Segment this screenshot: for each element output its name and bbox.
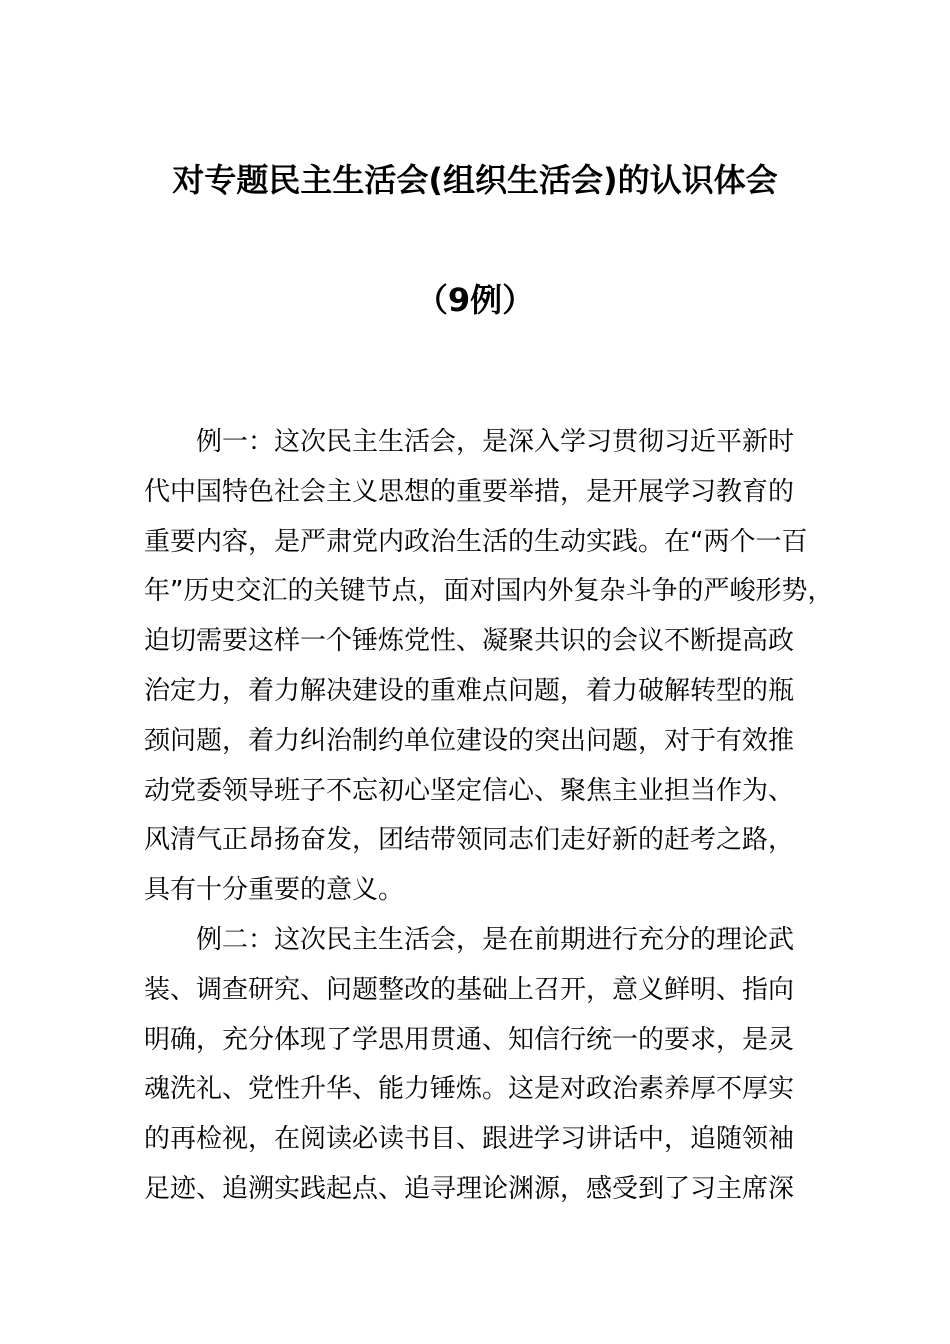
paragraph-line: 具有十分重要的意义。 — [144, 875, 405, 906]
paragraph-line: 重要内容，是严肃党内政治生活的生动实践。在“两个一百 — [144, 526, 808, 557]
paragraph-line: 代中国特色社会主义思想的重要举措，是开展学习教育的 — [144, 476, 795, 507]
paragraph-line: 足迹、追溯实践起点、追寻理论渊源，感受到了习主席深 — [144, 1173, 795, 1204]
paragraph-line: 颈问题，着力纠治制约单位建设的突出问题，对于有效推 — [144, 725, 795, 756]
paragraph-line: 年”历史交汇的关键节点，面对国内外复杂斗争的严峻形势， — [144, 576, 834, 607]
paragraph-line: 迫切需要这样一个锤炼党性、凝聚共识的会议不断提高政 — [144, 626, 795, 657]
paragraph-line: 例二：这次民主生活会，是在前期进行充分的理论武 — [196, 924, 795, 955]
paragraph-line: 动党委领导班子不忘初心坚定信心、聚焦主业担当作为、 — [144, 775, 795, 806]
paragraph-line: 风清气正昂扬奋发，团结带领同志们走好新的赶考之路， — [144, 825, 795, 856]
paragraph-line: 魂洗礼、党性升华、能力锤炼。这是对政治素养厚不厚实 — [144, 1074, 795, 1105]
document-subtitle: （9例） — [415, 281, 535, 319]
paragraph-line: 治定力，着力解决建设的重难点问题，着力破解转型的瓶 — [144, 675, 795, 706]
paragraph-line: 装、调查研究、问题整改的基础上召开，意义鲜明、指向 — [144, 974, 795, 1005]
paragraph-line: 例一：这次民主生活会，是深入学习贯彻习近平新时 — [196, 427, 795, 457]
paragraph-line: 明确，充分体现了学思用贯通、知信行统一的要求，是灵 — [144, 1024, 795, 1055]
document-title: 对专题民主生活会(组织生活会)的认识体会 — [172, 161, 778, 199]
document-body — [144, 418, 834, 1215]
paragraph-line: 的再检视，在阅读必读书目、跟进学习讲话中，追随领袖 — [144, 1124, 795, 1155]
